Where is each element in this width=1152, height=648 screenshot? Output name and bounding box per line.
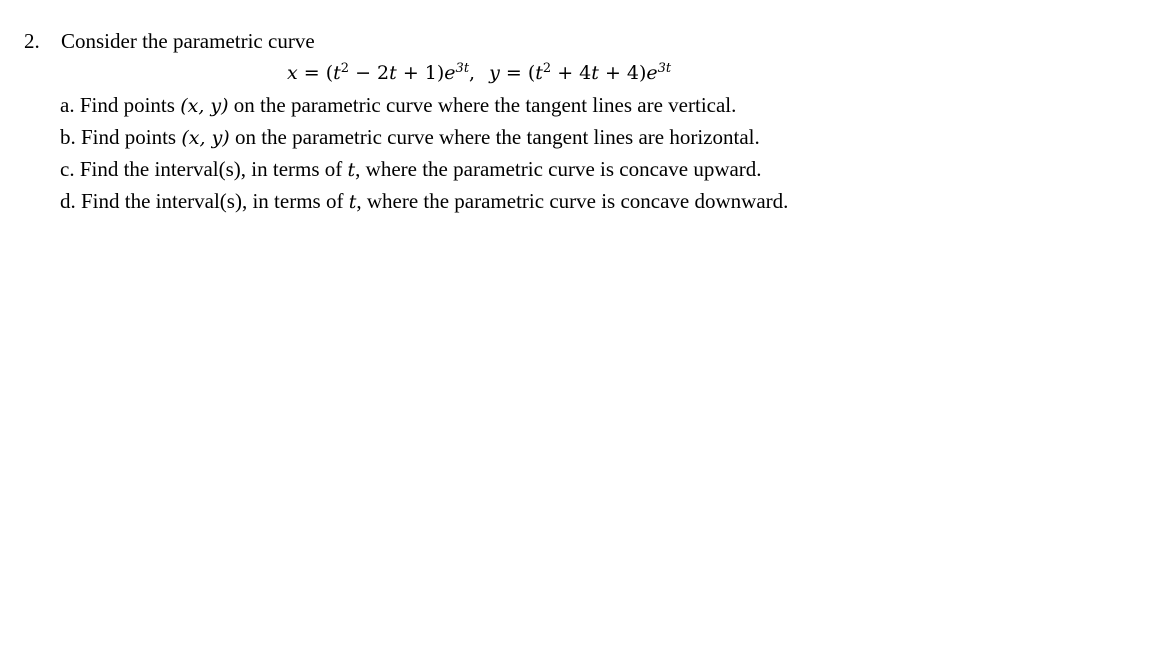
eq-x-linear-coef: − 2: [349, 62, 390, 84]
eq-x-exponential-base: e: [444, 62, 456, 84]
eq-y-t-term: t: [535, 62, 543, 84]
eq-x-t-term: t: [333, 62, 341, 84]
part-text: , where the parametric curve is concave downward.: [356, 189, 789, 213]
part-math: t: [347, 159, 356, 181]
part-text: , where the parametric curve is concave upward.: [355, 157, 762, 181]
part-label: a.: [60, 93, 75, 117]
eq-x-t-linear: t: [389, 62, 397, 84]
eq-x-equals: = (: [297, 62, 334, 84]
part-label: d.: [60, 189, 76, 213]
part-text: on the parametric curve where the tangent lines are horizontal.: [229, 125, 760, 149]
problem-intro: Consider the parametric curve: [61, 29, 315, 53]
eq-y-equals: = (: [499, 62, 536, 84]
part-text: Find the interval(s), in terms of: [74, 157, 348, 181]
eq-x-square: 2: [340, 61, 350, 76]
part-b: [60, 124, 760, 151]
eq-x-exponent: 3t: [455, 61, 470, 76]
part-label: c.: [60, 157, 75, 181]
eq-y-square: 2: [542, 61, 552, 76]
eq-y-exponential-base: e: [646, 62, 658, 84]
eq-y-t-linear: t: [591, 62, 599, 84]
part-c: [60, 156, 762, 183]
eq-y-linear-coef: + 4: [551, 62, 592, 84]
part-text: Find the interval(s), in terms of: [75, 189, 349, 213]
problem-heading: [24, 28, 315, 54]
part-d: [60, 188, 788, 215]
part-math: t: [348, 191, 357, 213]
part-label: b.: [60, 125, 76, 149]
eq-y-variable: y: [489, 62, 500, 84]
part-math: (x, y): [181, 127, 230, 149]
eq-y-constant: + 4): [598, 62, 647, 84]
eq-separator: ,: [469, 62, 476, 84]
eq-y-exponent: 3t: [657, 61, 672, 76]
eq-x-variable: x: [287, 62, 298, 84]
part-a: [60, 92, 736, 119]
parametric-equation: [287, 60, 671, 86]
eq-x-constant: + 1): [396, 62, 445, 84]
part-math: (x, y): [180, 95, 229, 117]
part-text: on the parametric curve where the tangent lines are vertical.: [228, 93, 737, 117]
part-text: Find points: [74, 93, 181, 117]
problem-number: 2.: [24, 29, 40, 53]
part-text: Find points: [75, 125, 182, 149]
